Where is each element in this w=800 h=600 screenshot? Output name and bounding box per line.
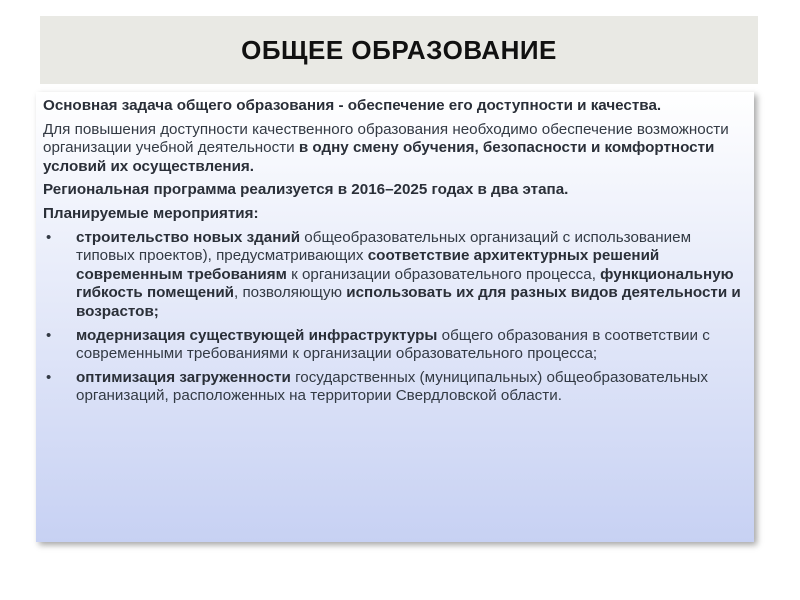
item-text: общеобразовательных организаций с использованием типовых проектов), предусматривающих (76, 228, 692, 265)
item-text: государственных (муниципальных) общеобразовательных организаций, расположенных на территории Свердловской области. (76, 368, 708, 405)
list-item (43, 229, 744, 322)
item-bold: функциональную гибкость помещений (76, 265, 734, 302)
content-panel (36, 92, 754, 542)
item-bold: использовать их для разных видов деятельности и возрастов; (76, 284, 741, 320)
program-text: Региональная программа реализуется в 2016–2025 годах в два этапа. (43, 181, 569, 199)
measures-list (43, 229, 744, 406)
bullet-icon: • (46, 326, 52, 344)
paragraph-accessibility (43, 121, 744, 177)
item-bold: соответствие архитектурных решений современным требованиям (76, 247, 660, 283)
accessibility-bold: в одну смену обучения, безопасности и комфортности условий их осуществления. (43, 139, 715, 175)
list-item (43, 369, 744, 406)
item-bold: строительство новых зданий (76, 228, 301, 246)
item-bold: модернизация существующей инфраструктуры (76, 326, 438, 344)
main-task-text: Основная задача общего образования - обеспечение его доступности и качества. (43, 97, 662, 114)
slide-title: ОБЩЕЕ ОБРАЗОВАНИЕ (241, 34, 557, 65)
paragraph-planned (43, 205, 744, 224)
item-text: общего образования в соответствии с современными требованиями к организации образовательного процесса; (76, 326, 710, 363)
item-text: к организации образовательного процесса, (286, 265, 601, 283)
title-banner (40, 16, 758, 84)
paragraph-main-task (43, 97, 744, 116)
bullet-icon: • (46, 228, 52, 246)
item-bold: оптимизация загруженности (76, 368, 291, 386)
bullet-icon: • (46, 368, 52, 386)
paragraph-program (43, 181, 744, 200)
planned-heading: Планируемые мероприятия: (43, 204, 259, 222)
list-item (43, 327, 744, 364)
accessibility-text: Для повышения доступности качественного образования необходимо обеспечение возможности организации учебной деятельности (43, 120, 729, 157)
item-text: , позволяющую (234, 284, 347, 302)
